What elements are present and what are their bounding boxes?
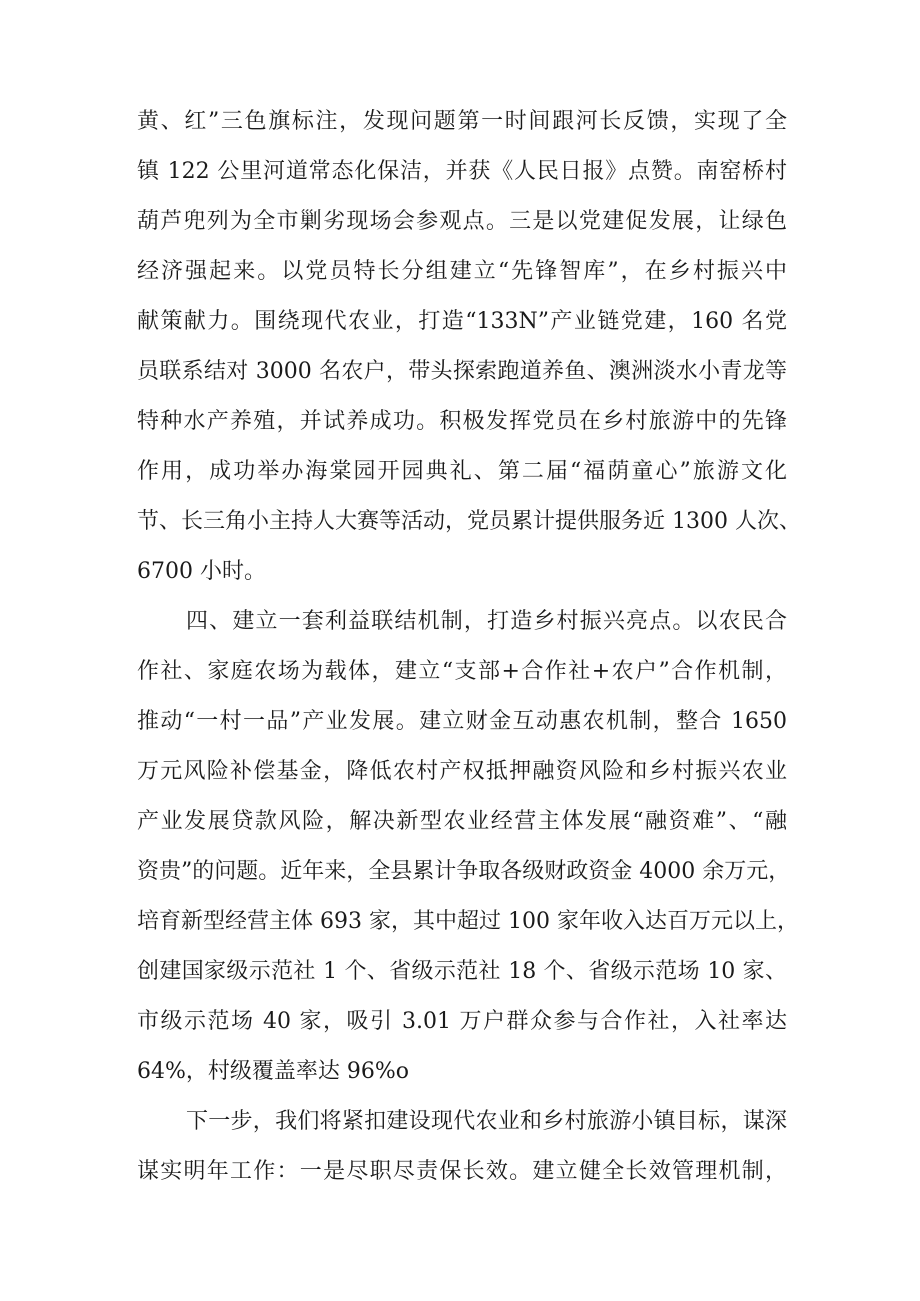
text-line: 作社、家庭农场为载体，建立“支部+合作社+农户”合作机制， [137, 659, 787, 684]
text-line: 培育新型经营主体 693 家，其中超过 100 家年收入达百万元以上， [137, 909, 799, 934]
text-line: 创建国家级示范社 1 个、省级示范社 18 个、省级示范场 10 家、 [137, 959, 787, 984]
text-line: 6700 小时。 [137, 559, 266, 584]
text-line: 64%，村级覆盖率达 96%o [137, 1059, 410, 1084]
text-line: 作用，成功举办海棠园开园典礼、第二届“福荫童心”旅游文化 [137, 459, 787, 484]
text-line: 谋实明年工作：一是尽职尽责保长效。建立健全长效管理机制， [137, 1159, 787, 1184]
text-line: 葫芦兜列为全市剿劣现场会参观点。三是以党建促发展，让绿色 [137, 209, 787, 234]
text-line: 市级示范场 40 家，吸引 3.01 万户群众参与合作社，入社率达 [137, 1009, 787, 1034]
paragraph-first-line: 下一步，我们将紧扣建设现代农业和乡村旅游小镇目标，谋深 [186, 1109, 787, 1134]
text-line: 节、长三角小主持人大赛等活动，党员累计提供服务近 1300 人次、 [137, 509, 801, 534]
paragraph-first-line: 四、建立一套利益联结机制，打造乡村振兴亮点。以农民合 [186, 609, 787, 634]
text-line: 献策献力。围绕现代农业，打造“133N”产业链党建，160 名党 [137, 309, 787, 334]
text-line: 员联系结对 3000 名农户，带头探索跑道养鱼、澳洲淡水小青龙等 [137, 359, 787, 384]
text-line: 资贵”的问题。近年来，全县累计争取各级财政资金 4000 余万元， [137, 859, 791, 884]
text-line: 经济强起来。以党员特长分组建立“先锋智库”，在乡村振兴中 [137, 259, 787, 284]
text-line: 特种水产养殖，并试养成功。积极发挥党员在乡村旅游中的先锋 [137, 409, 787, 434]
text-line: 万元风险补偿基金，降低农村产权抵押融资风险和乡村振兴农业 [137, 759, 787, 784]
text-line: 产业发展贷款风险，解决新型农业经营主体发展“融资难”、“融 [137, 809, 787, 834]
text-line: 黄、红”三色旗标注，发现问题第一时间跟河长反馈，实现了全 [137, 109, 787, 134]
text-line: 镇 122 公里河道常态化保洁，并获《人民日报》点赞。南窑桥村 [137, 159, 787, 184]
text-line: 推动“一村一品”产业发展。建立财金互动惠农机制，整合 1650 [137, 709, 787, 734]
